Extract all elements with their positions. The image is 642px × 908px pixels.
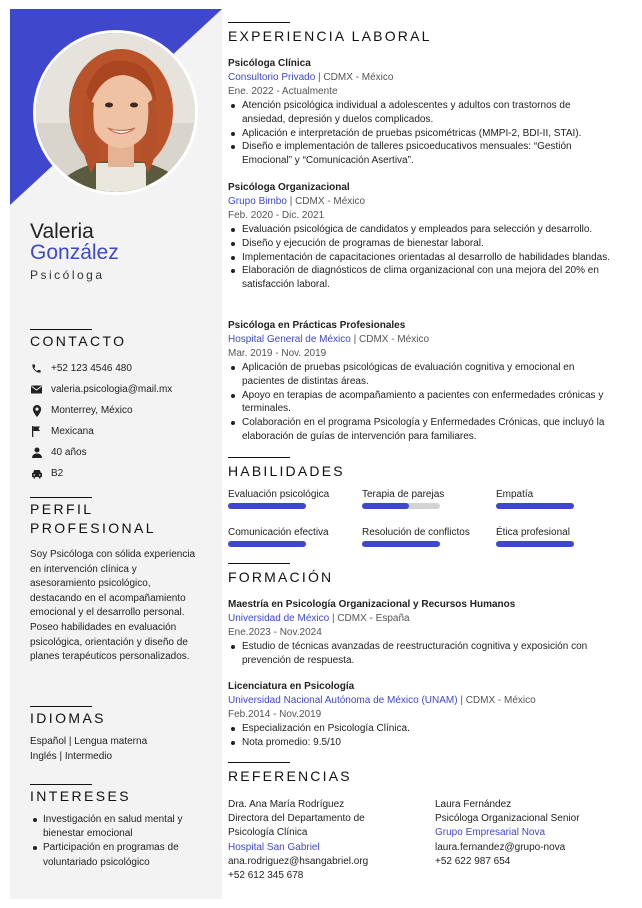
contact-location [30,400,215,421]
location-icon [30,404,43,417]
reference-role: Directora del Departamento de [228,813,365,825]
heading-rule [228,22,290,23]
job-bullet: Evaluación psicológica de candidatos y empleados para selección y desarrollo. [228,223,610,237]
contact-text: 40 años [51,447,87,458]
interest-item: Participación en programas de voluntariado psicológico [30,841,200,869]
skill-name: Ética profesional [496,527,570,538]
skill-bar [228,503,306,509]
education-bullet: Especialización en Psicología Clínica. [228,722,610,736]
contact-heading: CONTACTO [30,332,126,351]
job-bullet: Diseño e implementación de talleres psicoeducativos mensuales: “Gestión Emocional” y “Comunicación Asertiva”. [228,140,610,168]
skill-bar [228,541,306,547]
job-title: Psicóloga Organizacional [228,182,350,193]
heading-rule [228,762,290,763]
contact-email[interactable] [30,379,215,400]
degree-title: Licenciatura en Psicología [228,681,355,692]
interest-item: Investigación en salud mental y bienestar emocional [30,813,200,841]
reference-entry [435,798,580,869]
skill-name: Comunicación efectiva [228,527,329,538]
heading-rule [30,329,92,330]
interests-heading: INTERESES [30,787,131,806]
education-entry [228,680,610,750]
job-bullet: Apoyo en terapias de acompañamiento a pacientes con enfermedades crónicas y terminales. [228,389,610,417]
education-bullets [228,640,610,668]
experience-heading: EXPERIENCIA LABORAL [228,28,432,44]
interests-list [30,813,200,870]
job-dates: Ene. 2022 - Actualmente [228,86,338,97]
job-location: | CDMX - México [286,196,366,207]
skill-name: Resolución de conflictos [362,527,470,538]
skill-bar-fill [496,503,574,509]
school-line [228,694,610,708]
school-line [228,612,610,626]
education-dates: Feb.2014 - Nov.2019 [228,709,322,720]
heading-rule [228,563,290,564]
job-location: | CDMX - México [350,334,430,345]
phone-icon [30,362,43,375]
profile-photo [33,30,198,195]
job-location: | CDMX - México [315,72,394,83]
skill-name: Evaluación psicológica [228,489,330,500]
contact-age [30,442,215,463]
contact-text: Monterrey, México [51,405,133,416]
job-entry [228,319,610,444]
languages-list [30,735,147,764]
language-item: Español | Lengua materna [30,736,148,747]
skill-bar [362,503,440,509]
job-title: Psicóloga Clínica [228,58,311,69]
heading-rule [228,457,290,458]
job-bullets [228,361,610,444]
flag-icon [30,425,43,438]
company-name: Consultorio Privado [228,72,316,83]
profile-text: Soy Psicóloga con sólida experiencia en intervención clínica y asesoramiento psicológico, destacando en el acompañamiento emocional y el desarrollo personal. Poseo habilidades en evaluación psicológica, orientación y diseño de planes terapéuticos personalizados. [30,549,196,663]
car-icon [30,467,43,480]
company-name: Hospital General de México [228,334,351,345]
reference-name: Dra. Ana María Rodríguez [228,799,345,810]
reference-company: Hospital San Gabriel [228,841,320,853]
reference-phone[interactable]: +52 612 345 678 [228,870,304,882]
skill-name: Terapia de parejas [362,489,445,500]
job-company-line [228,195,610,209]
education-dates: Ene.2023 - Nov.2024 [228,627,322,638]
job-role: Psicóloga [30,268,105,282]
skill-bar [496,541,574,547]
references-heading: REFERENCIAS [228,768,352,784]
job-dates: Mar. 2019 - Nov. 2019 [228,348,327,359]
skill-bar-fill [496,541,574,547]
languages-heading: IDIOMAS [30,709,106,728]
person-icon [30,446,43,459]
heading-rule [30,784,92,785]
skill-bar-fill [362,503,409,509]
contact-list [30,358,215,484]
education-bullets [228,722,610,750]
contact-text: +52 123 4546 480 [51,363,132,374]
skills-heading: HABILIDADES [228,463,345,479]
job-bullet: Aplicación e interpretación de pruebas psicométricas (MMPI-2, BDI-II, STAI). [228,127,610,141]
job-entry [228,57,610,168]
degree-title: Maestría en Psicología Organizacional y Recursos Humanos [228,599,516,610]
skill-bar-fill [228,541,306,547]
contact-text: valeria.psicologia@mail.mx [51,384,173,395]
job-company-line [228,71,610,85]
job-title: Psicóloga en Prácticas Profesionales [228,320,406,331]
job-bullet: Implementación de capacitaciones orientadas al desarrollo de habilidades blandas. [228,251,610,265]
contact-phone[interactable] [30,358,215,379]
reference-email[interactable]: laura.fernandez@grupo-nova [435,841,566,853]
skill-bar-fill [362,541,440,547]
education-bullet: Estudio de técnicas avanzadas de reestructuración cognitiva y exposición con prevención de respuesta. [228,640,610,668]
school-name: Universidad Nacional Autónoma de México (UNAM) [228,695,458,706]
school-location: | CDMX - México [457,695,536,706]
school-location: | CDMX - España [329,613,410,624]
profile-heading: PERFIL PROFESIONAL [30,500,156,538]
education-entry [228,598,610,668]
job-bullet: Colaboración en el programa Psicología y Enfermedades Crónicas, que incluyó la elaboración de guías de intervención para familiares. [228,416,610,444]
skill-bar-fill [228,503,306,509]
contact-text: B2 [51,468,64,479]
contact-text: Mexicana [51,426,94,437]
job-entry [228,181,610,292]
skill-bar [362,541,440,547]
language-item: Inglés | Intermedio [30,750,113,762]
company-name: Grupo Bimbo [228,196,287,207]
skill-bar [496,503,574,509]
reference-phone[interactable]: +52 622 987 654 [435,855,511,867]
reference-company: Grupo Empresarial Nova [435,827,546,839]
job-bullet: Diseño y ejecución de programas de bienestar laboral. [228,237,610,251]
job-bullet: Elaboración de diagnósticos de clima organizacional con una mejora del 20% en satisfacción laboral. [228,264,610,292]
job-bullet: Atención psicológica individual a adolescentes y adultos con trastornos de ansiedad, depresión y duelos complicados. [228,99,610,127]
reference-name: Laura Fernández [435,799,512,810]
job-dates: Feb. 2020 - Dic. 2021 [228,210,325,221]
reference-email[interactable]: ana.rodriguez@hsangabriel.org [228,855,369,867]
reference-role: Psicología Clínica [228,827,308,839]
school-name: Universidad de México [228,613,330,624]
first-name: Valeria [30,220,94,243]
email-icon [30,383,43,396]
job-bullets [228,223,610,292]
contact-license [30,463,215,484]
reference-role: Psicóloga Organizacional Senior [435,813,580,825]
reference-entry [228,798,368,883]
last-name: González [30,241,119,264]
contact-nationality [30,421,215,442]
job-company-line [228,333,610,347]
job-bullets [228,99,610,168]
education-bullet: Nota promedio: 9.5/10 [228,736,610,750]
heading-rule [30,497,92,498]
skill-name: Empatía [496,489,534,500]
job-bullet: Aplicación de pruebas psicológicas de evaluación cognitiva y emocional en pacientes de distintas áreas. [228,361,610,389]
education-heading: FORMACIÓN [228,569,333,585]
heading-rule [30,706,92,707]
